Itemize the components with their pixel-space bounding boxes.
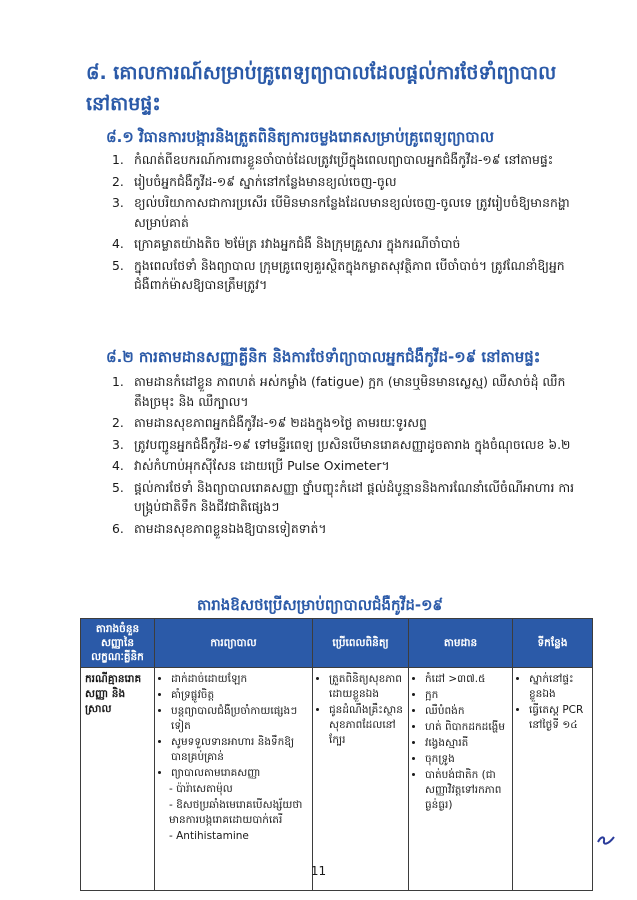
list-item: - Antihistamine	[169, 830, 249, 842]
cell-monitor	[409, 668, 513, 891]
list-item: - ឱសថប្រឆាំងមេរោគបើសង្ស័យថាមានការបង្ករោគដោយបាក់តេរី	[169, 799, 303, 826]
column-header-location: ទីកន្លែង	[513, 619, 593, 668]
list-item: • ព្យាបាលតាមរោគសញ្ញា	[171, 766, 308, 781]
list-item: • កំដៅ >៣៧.៥	[425, 672, 508, 687]
list-item: • ដាក់ដាច់ដោយឡែក	[171, 672, 308, 687]
column-header-clinical: តារាងចំនួនសញ្ញានៃលក្ខណៈគ្លីនិក	[81, 619, 155, 668]
list-item: • បាត់បង់ជាតិក (ជាសញ្ញាវិវត្តទៅរកភាពធ្ងន់ធ្ងរ)	[425, 768, 508, 813]
list-item: • វង្វេងស្មារតី	[425, 736, 508, 751]
list-item: 4. វាស់កំហាប់អុកស៊ីសែន ដោយប្រើ Pulse Oximeter។	[112, 458, 390, 473]
section-8-2-list	[108, 372, 578, 540]
table-caption: តារាងឱសថប្រើសម្រាប់ព្យាបាលជំងឺកូវីដ-១៩	[196, 596, 444, 614]
section-heading-8-2: ៨.២ ការតាមដានសញ្ញាគ្លីនិក និងការថែទាំព្យាបាលអ្នកជំងឺកូវីដ-១៩ នៅតាមផ្ទះ	[106, 348, 541, 366]
table-header-row	[81, 619, 593, 668]
list-item: 3. ខ្យល់បរិយាកាសជាការប្រសើរ បើមិនមានកន្លែងដែលមានខ្យល់ចេញ-ចូលទេ ត្រូវរៀបចំឱ្យមានកង្ហាសម្រាប់គាត់	[112, 195, 570, 230]
cell-check	[313, 668, 409, 891]
list-item: • សូមទទួលទានអាហារ និងទឹកឱ្យបានគ្រប់គ្រាន់	[171, 735, 308, 765]
cell-treatment	[155, 668, 313, 891]
list-item: 2. តាមដានសុខភាពអ្នកជំងឺកូវីដ-១៩ ២ដងក្នុង១ថ្ងៃ តាមរយៈទូរសព្ទ	[112, 415, 427, 430]
list-item: • ស្នាក់នៅផ្ទះខ្លួនឯង	[529, 672, 588, 702]
section-heading-8-1: ៨.១ វិធានការបង្ការនិងត្រួតពិនិត្យការចម្លងរោគសម្រាប់គ្រូពេទ្យព្យាបាល	[106, 128, 494, 146]
list-item: 1. តាមដានកំដៅខ្លួន ភាពហត់ អស់កម្លាំង (fatigue) ក្អក (មានឬមិនមានស្លេស្ម) ឈឺសាច់ដុំ ឈឺក តឹងច្រមុះ និង ឈឺក្បាល។	[112, 374, 566, 409]
cell-case-type: ករណីគ្មានរោគសញ្ញា និងស្រាល	[81, 668, 155, 891]
list-item: 2. រៀបចំអ្នកជំងឺកូវីដ-១៩ ស្នាក់នៅកន្លែងមានខ្យល់ចេញ-ចូល	[112, 173, 397, 189]
chapter-title: ៨. គោលការណ៍សម្រាប់គ្រូពេទ្យព្យាបាលដែលផ្តល់ការថែទាំព្យាបាល នៅតាមផ្ទះ	[86, 62, 557, 115]
list-item: • ចុកទ្រូង	[425, 752, 508, 767]
list-item: - ប៉ារ៉ាសេតាម៉ុល	[169, 783, 233, 795]
list-item: • គាំទ្រផ្លូវចិត្ត	[171, 688, 308, 703]
column-header-check: ប្រើពេលពិនិត្យ	[313, 619, 409, 668]
page-number: 11	[310, 864, 327, 878]
list-item: • ជូនដំណឹងគ្រឹះស្ថានសុខភាពដែលនៅក្បែរ	[329, 703, 404, 748]
list-item: • ធ្វើតេស្ត PCR នៅថ្ងៃទី ១៤	[529, 703, 588, 733]
list-item: 6. តាមដានសុខភាពខ្លួនឯងឱ្យបានទៀតទាត់។	[112, 520, 327, 536]
list-item: 1. កំណត់ពីឧបករណ៍ការពារខ្លួនចាំបាច់ដែលត្រូវប្រើក្នុងពេលព្យាបាលអ្នកជំងឺកូវីដ-១៩ នៅតាមផ្ទះ	[112, 152, 554, 167]
list-item: 4. ក្រោគម្លាតយ៉ាងតិច ២ម៉ែត្រ រវាងអ្នកជំងឺ និងក្រុមគ្រួសារ ក្នុងករណីចាំបាច់	[112, 236, 461, 251]
cell-location	[513, 668, 593, 891]
treatment-table	[80, 618, 593, 891]
list-item: • ក្អក	[425, 688, 508, 703]
handwritten-mark-icon	[596, 832, 616, 851]
list-item: • បន្តព្យាបាលជំងឺប្រចាំកាយផ្សេងៗទៀត	[171, 704, 308, 734]
list-item: • ហត់ ពិបាកដកដង្ហើម	[425, 720, 508, 735]
table-row	[81, 668, 593, 891]
section-8-1-list	[108, 150, 578, 297]
list-item: 5. ក្នុងពេលថែទាំ និងព្យាបាល ក្រុមគ្រូពេទ្យគួរស្ថិតក្នុងកម្លាតសុវត្ថិភាព បើចាំបាច់។ ត្រូវណែនាំឱ្យអ្នកជំងឺពាក់ម៉ាសឱ្យបានត្រឹមត្រូវ។	[112, 257, 565, 292]
list-item: • ឈឺបំពង់ក	[425, 704, 508, 719]
column-header-treatment: ការព្យាបាល	[155, 619, 313, 668]
list-item: 5. ផ្តល់ការថែទាំ និងព្យាបាលរោគសញ្ញា ថ្នាំបញ្ចុះកំដៅ ផ្តល់ដំបូន្មាននិងការណែនាំលើចំណីអាហារ ការបង្រ្កប់ជាតិទឹក និងជីវជាតិផ្សេងៗ	[112, 479, 575, 514]
column-header-monitor: តាមដាន	[409, 619, 513, 668]
list-item: 3. ត្រូវបញ្ជូនអ្នកជំងឺកូវីដ-១៩ ទៅមន្ទីរពេទ្យ ប្រសិនបើមានរោគសញ្ញាដូចតារាង ក្នុងចំណុចលេខ ៦.២	[112, 436, 571, 452]
list-item: • ត្រួតពិនិត្យសុខភាពដោយខ្លួនឯង	[329, 672, 404, 702]
